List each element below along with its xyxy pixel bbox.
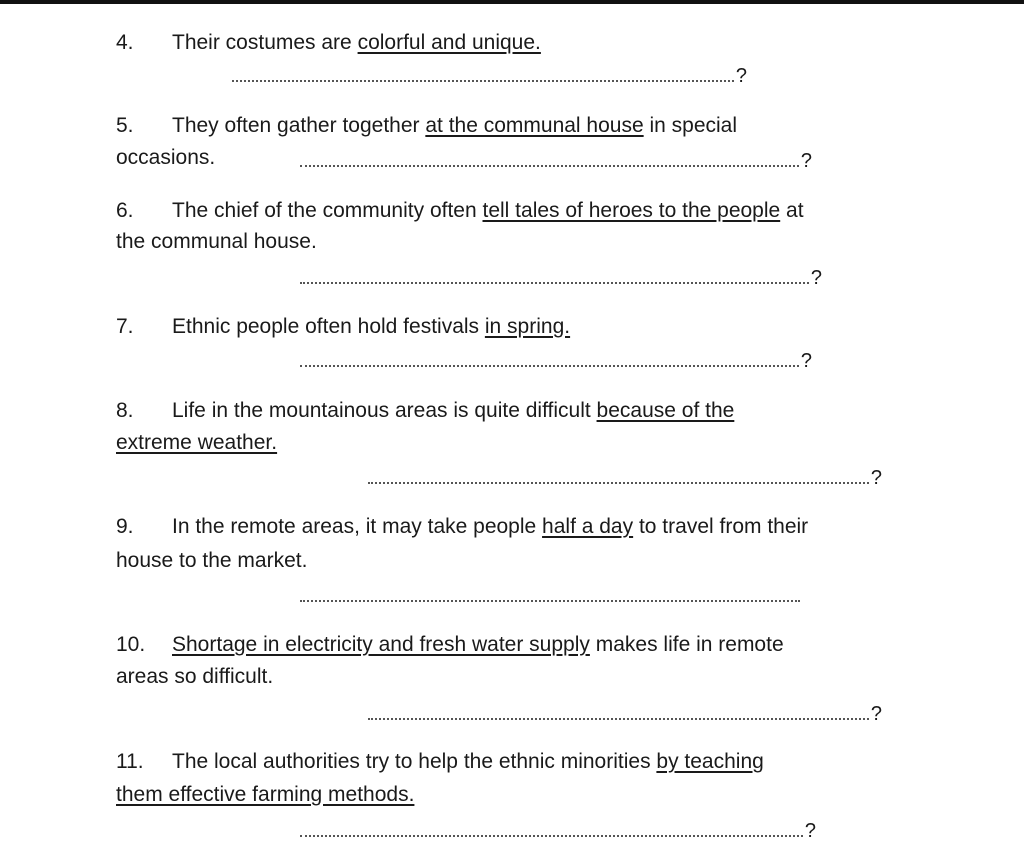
underlined-phrase: in spring. — [484, 315, 571, 338]
top-border — [0, 0, 1024, 4]
question-text: Life in the mountainous areas is quite difficult — [172, 399, 597, 422]
answer-line-4[interactable] — [232, 60, 747, 86]
answer-line-11[interactable] — [300, 815, 816, 841]
question-text: Their costumes are — [172, 31, 358, 54]
question-number: 11. — [116, 750, 144, 773]
question-number: 7. — [116, 315, 134, 338]
answer-line-10[interactable] — [368, 698, 882, 724]
question-text: makes life in remote — [589, 633, 784, 656]
question-text: to travel from their — [633, 515, 809, 538]
question-4 — [116, 30, 541, 56]
question-number: 8. — [116, 399, 134, 422]
underlined-phrase: them effective farming methods. — [116, 783, 415, 806]
question-text: In the remote areas, it may take people — [172, 515, 543, 538]
underlined-phrase: by teaching — [656, 750, 764, 773]
answer-line-9[interactable] — [300, 580, 802, 606]
question-number: 4. — [116, 31, 134, 54]
dotted-blank — [300, 282, 809, 284]
question-8-line-2 — [116, 430, 277, 456]
question-number: 9. — [116, 515, 134, 538]
dotted-blank — [300, 165, 799, 167]
underlined-phrase: colorful and unique. — [357, 31, 541, 54]
question-number: 6. — [116, 199, 134, 222]
question-mark: ? — [800, 350, 812, 372]
question-text: at — [780, 199, 804, 222]
underlined-phrase: half a day — [542, 515, 634, 538]
question-6-line-2 — [116, 229, 317, 255]
answer-line-8[interactable] — [368, 462, 882, 488]
question-mark: ? — [804, 820, 816, 842]
dotted-blank — [300, 600, 800, 602]
question-mark: ? — [735, 65, 747, 87]
question-5 — [116, 113, 737, 139]
question-text: areas so difficult. — [116, 665, 274, 688]
dotted-blank — [300, 835, 803, 837]
dotted-blank — [368, 718, 869, 720]
question-text: They often gather together — [172, 114, 426, 137]
question-5-line-2 — [116, 145, 215, 171]
question-mark: ? — [870, 467, 882, 489]
question-text: the communal house. — [116, 230, 317, 253]
question-9-line-2 — [116, 548, 307, 574]
underlined-phrase: Shortage in electricity and fresh water supply — [172, 633, 590, 656]
question-mark: ? — [870, 703, 882, 725]
answer-line-7[interactable] — [300, 345, 812, 371]
question-text: The chief of the community often — [172, 199, 483, 222]
dotted-blank — [232, 80, 734, 82]
question-10 — [116, 632, 784, 658]
dotted-blank — [368, 482, 869, 484]
question-number: 5. — [116, 114, 134, 137]
question-9 — [116, 514, 808, 540]
question-6 — [116, 198, 804, 224]
dotted-blank — [300, 365, 799, 367]
question-text: house to the market. — [116, 549, 308, 572]
question-11-line-2 — [116, 782, 414, 808]
question-mark: ? — [800, 150, 812, 172]
question-mark: ? — [810, 267, 822, 289]
question-7 — [116, 314, 570, 340]
underlined-phrase: tell tales of heroes to the people — [482, 199, 781, 222]
question-11 — [116, 749, 764, 775]
answer-line-5[interactable] — [300, 145, 812, 171]
question-8 — [116, 398, 734, 424]
underlined-phrase: at the communal house — [425, 114, 644, 137]
question-10-line-2 — [116, 664, 273, 690]
answer-line-6[interactable] — [300, 262, 822, 288]
underlined-phrase: extreme weather. — [116, 431, 278, 454]
question-text: occasions. — [116, 146, 216, 169]
question-text: in special — [643, 114, 738, 137]
question-number: 10. — [116, 633, 146, 656]
underlined-phrase: because of the — [596, 399, 735, 422]
question-text: Ethnic people often hold festivals — [172, 315, 485, 338]
question-text: The local authorities try to help the ethnic minorities — [172, 750, 657, 773]
